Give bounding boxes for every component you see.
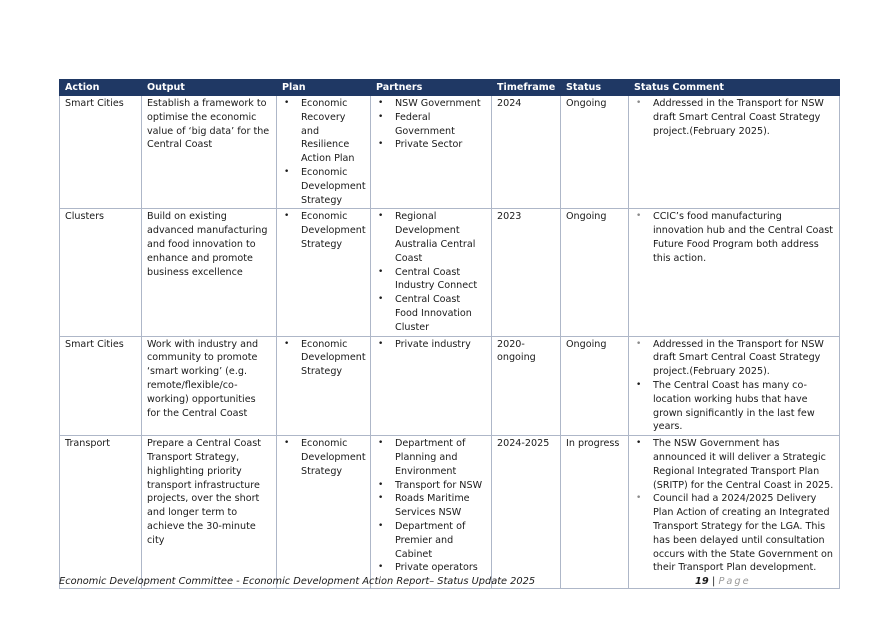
partner-item: • Department of Planning and Environment (376, 437, 486, 478)
partner-item: • Central Coast Food Innovation Cluster (376, 293, 486, 334)
plan-item: • Economic Development Strategy (282, 166, 365, 207)
partner-item: • Private operators (376, 561, 486, 575)
plan-cell (277, 209, 371, 336)
comment-item: • Addressed in the Transport for NSW draft Smart Central Coast Strategy project.(February 2025). (634, 97, 834, 138)
partner-item: • Roads Maritime Services NSW (376, 492, 486, 520)
action-cell: Transport (60, 436, 142, 589)
footer-title: Economic Development Committee - Economic Development Action Report– Status Update 2025 (59, 576, 536, 587)
status-comment-cell (629, 336, 840, 436)
header-partners: Partners (371, 80, 492, 96)
plan-cell (277, 96, 371, 209)
partner-item: • Central Coast Industry Connect (376, 266, 486, 294)
header-output: Output (142, 80, 277, 96)
plan-item: • Economic Development Strategy (282, 338, 365, 379)
header-timeframe: Timeframe (492, 80, 561, 96)
partners-cell (371, 336, 492, 436)
plan-cell (277, 436, 371, 589)
timeframe-cell: 2024-2025 (492, 436, 561, 589)
partner-item: • NSW Government (376, 97, 486, 111)
partners-cell (371, 96, 492, 209)
output-cell: Build on existing advanced manufacturing and food innovation to enhance and promote business excellence (142, 209, 277, 336)
timeframe-cell: 2024 (492, 96, 561, 209)
header-plan: Plan (277, 80, 371, 96)
partner-item: • Federal Government (376, 111, 486, 139)
plan-cell (277, 336, 371, 436)
timeframe-cell: 2023 (492, 209, 561, 336)
output-cell: Establish a framework to optimise the economic value of ‘big data’ for the Central Coast (142, 96, 277, 209)
partner-item: • Department of Premier and Cabinet (376, 520, 486, 561)
partners-cell (371, 209, 492, 336)
status-cell: Ongoing (561, 209, 629, 336)
status-comment-cell (629, 96, 840, 209)
output-cell: Work with industry and community to promote ‘smart working’ (e.g. remote/flexible/co-working) opportunities for the Central Coast (142, 336, 277, 436)
table-header (60, 80, 840, 96)
table-row (60, 436, 840, 589)
header-action: Action (60, 80, 142, 96)
status-comment-cell (629, 209, 840, 336)
comment-item: • CCIC’s food manufacturing innovation hub and the Central Coast Future Food Program both address this action. (634, 210, 834, 265)
plan-item: • Economic Development Strategy (282, 437, 365, 478)
partner-item: • Private Sector (376, 138, 486, 152)
action-cell: Smart Cities (60, 96, 142, 209)
status-comment-cell (629, 436, 840, 589)
action-cell: Clusters (60, 209, 142, 336)
action-report-table (59, 79, 840, 589)
page-separator: | (711, 576, 716, 587)
header-status: Status (561, 80, 629, 96)
status-cell: In progress (561, 436, 629, 589)
comment-item: • Council had a 2024/2025 Delivery Plan Action of creating an Integrated Transport Strategy for the LGA. This has been delayed until consultation occurs with the State Government on their Transport Plan development. (634, 492, 834, 575)
partner-item: • Regional Development Australia Central Coast (376, 210, 486, 265)
partner-item: • Transport for NSW (376, 479, 486, 493)
page-label: Page (718, 576, 751, 587)
page-number-block (695, 576, 751, 587)
partner-item: • Private industry (376, 338, 486, 352)
partners-cell (371, 436, 492, 589)
plan-item: • Economic Development Strategy (282, 210, 365, 251)
page-number: 19 (695, 576, 709, 587)
comment-item: • Addressed in the Transport for NSW draft Smart Central Coast Strategy project.(February 2025). (634, 338, 834, 379)
status-cell: Ongoing (561, 96, 629, 209)
output-cell: Prepare a Central Coast Transport Strategy, highlighting priority transport infrastructure projects, over the short and longer term to achieve the 30-minute city (142, 436, 277, 589)
comment-item: • The NSW Government has announced it will deliver a Strategic Regional Integrated Transport Plan (SRITP) for the Central Coast in 2025. (634, 437, 834, 492)
action-cell: Smart Cities (60, 336, 142, 436)
table-row (60, 209, 840, 336)
timeframe-cell: 2020-ongoing (492, 336, 561, 436)
comment-item: • The Central Coast has many co-location working hubs that have grown significantly in the last few years. (634, 379, 834, 434)
table-row (60, 96, 840, 209)
table-row (60, 336, 840, 436)
header-status-comment: Status Comment (629, 80, 840, 96)
plan-item: • Economic Recovery and Resilience Action Plan (282, 97, 365, 166)
status-cell: Ongoing (561, 336, 629, 436)
